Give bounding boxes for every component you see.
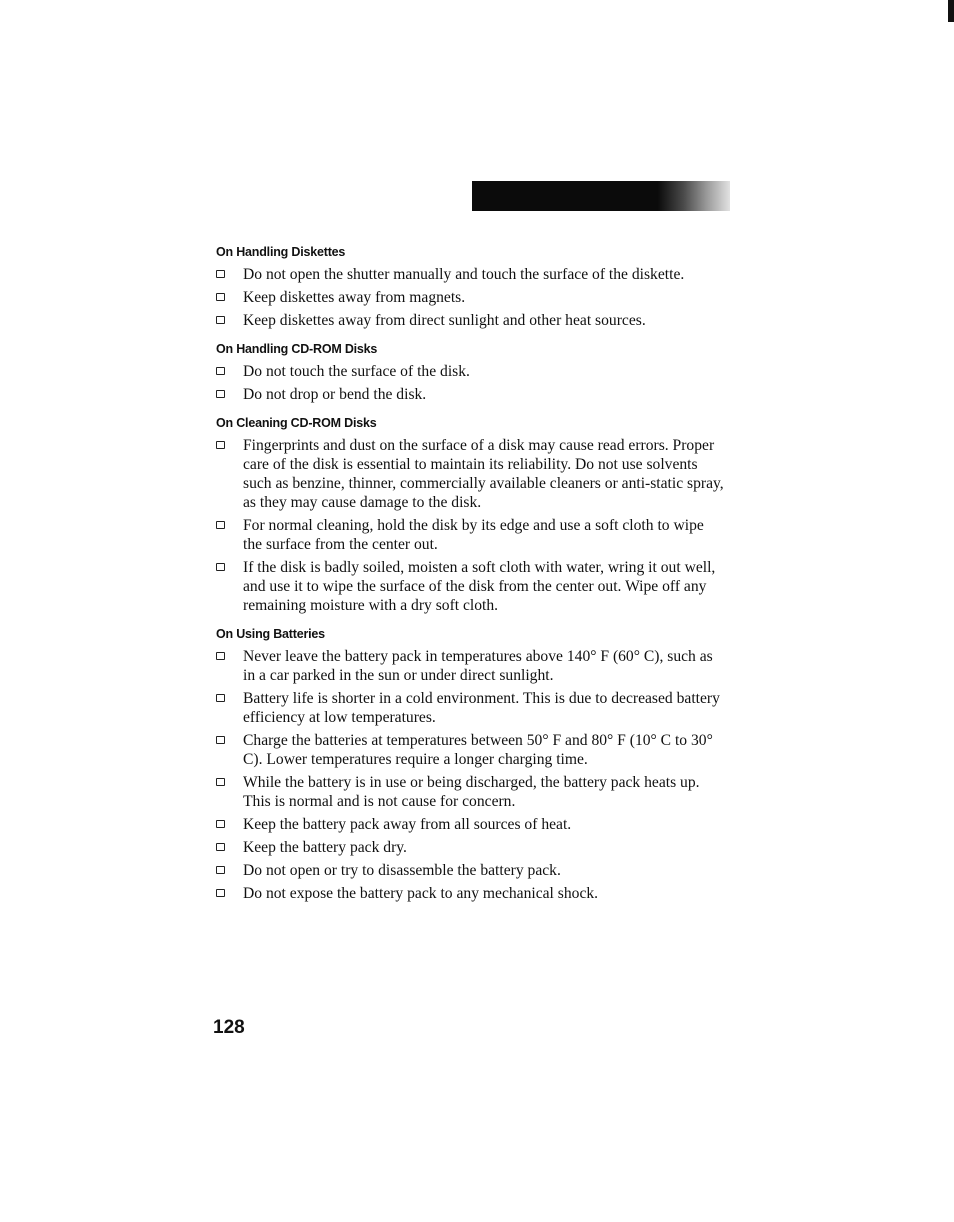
bullet-list xyxy=(216,265,726,330)
list-item-text: Do not open the shutter manually and touch the surface of the diskette. xyxy=(243,266,685,283)
checkbox-square-icon xyxy=(216,820,225,828)
list-item xyxy=(216,516,726,554)
list-item xyxy=(216,884,726,903)
list-item xyxy=(216,385,726,404)
list-item xyxy=(216,773,726,811)
bullet-list xyxy=(216,647,726,903)
checkbox-square-icon xyxy=(216,694,225,702)
checkbox-square-icon xyxy=(216,889,225,897)
list-item xyxy=(216,647,726,685)
section-handling-diskettes xyxy=(216,244,726,330)
checkbox-square-icon xyxy=(216,736,225,744)
checkbox-square-icon xyxy=(216,843,225,851)
list-item-text: While the battery is in use or being discharged, the battery pack heats up. This is normal and is not cause for concern. xyxy=(243,774,700,810)
checkbox-square-icon xyxy=(216,866,225,874)
list-item xyxy=(216,265,726,284)
checkbox-square-icon xyxy=(216,441,225,449)
list-item xyxy=(216,815,726,834)
section-heading: On Handling CD-ROM Disks xyxy=(216,342,378,356)
bullet-list xyxy=(216,436,726,615)
checkbox-square-icon xyxy=(216,563,225,571)
list-item-text: Battery life is shorter in a cold environment. This is due to decreased battery efficiency at low temperatures. xyxy=(243,690,720,726)
checkbox-square-icon xyxy=(216,390,225,398)
list-item-text: Keep diskettes away from magnets. xyxy=(243,289,466,306)
checkbox-square-icon xyxy=(216,293,225,301)
list-item-text: Keep diskettes away from direct sunlight and other heat sources. xyxy=(243,312,646,329)
section-heading: On Handling Diskettes xyxy=(216,245,346,259)
list-item-text: Keep the battery pack away from all sources of heat. xyxy=(243,816,572,833)
section-using-batteries xyxy=(216,626,726,903)
checkbox-square-icon xyxy=(216,521,225,529)
list-item xyxy=(216,861,726,880)
list-item-text: Do not open or try to disassemble the battery pack. xyxy=(243,862,561,879)
list-item xyxy=(216,436,726,512)
list-item xyxy=(216,731,726,769)
section-heading: On Cleaning CD-ROM Disks xyxy=(216,416,377,430)
list-item-text: Never leave the battery pack in temperatures above 140° F (60° C), such as in a car parked in the sun or under direct sunlight. xyxy=(243,648,713,684)
section-handling-cdrom xyxy=(216,341,726,404)
section-heading: On Using Batteries xyxy=(216,627,325,641)
checkbox-square-icon xyxy=(216,270,225,278)
list-item-text: For normal cleaning, hold the disk by its edge and use a soft cloth to wipe the surface from the center out. xyxy=(243,517,704,553)
list-item-text: Charge the batteries at temperatures between 50° F and 80° F (10° C to 30° C). Lower temperatures require a longer charging time. xyxy=(243,732,713,768)
list-item xyxy=(216,689,726,727)
list-item xyxy=(216,311,726,330)
list-item xyxy=(216,362,726,381)
section-cleaning-cdrom xyxy=(216,415,726,615)
list-item-text: Do not expose the battery pack to any mechanical shock. xyxy=(243,885,599,902)
list-item xyxy=(216,288,726,307)
checkbox-square-icon xyxy=(216,367,225,375)
checkbox-square-icon xyxy=(216,778,225,786)
checkbox-square-icon xyxy=(216,316,225,324)
list-item-text: Keep the battery pack dry. xyxy=(243,839,407,856)
list-item-text: Do not drop or bend the disk. xyxy=(243,386,427,403)
list-item-text: Do not touch the surface of the disk. xyxy=(243,363,470,380)
bullet-list xyxy=(216,362,726,404)
page-number: 128 xyxy=(213,1017,245,1038)
header-bar xyxy=(472,181,730,211)
document-body xyxy=(216,244,726,914)
checkbox-square-icon xyxy=(216,652,225,660)
list-item xyxy=(216,558,726,615)
list-item-text: If the disk is badly soiled, moisten a soft cloth with water, wring it out well, and use it to wipe the surface of the disk from the center out. Wipe off any remaining moisture with a dry soft cloth. xyxy=(243,559,716,614)
list-item-text: Fingerprints and dust on the surface of a disk may cause read errors. Proper care of the disk is essential to maintain its reliability. Do not use solvents such as benzine, thinner, commercially available cleaners or anti-static spray, as they may cause damage to the disk. xyxy=(243,437,724,511)
list-item xyxy=(216,838,726,857)
edge-tab-mark xyxy=(948,0,954,22)
